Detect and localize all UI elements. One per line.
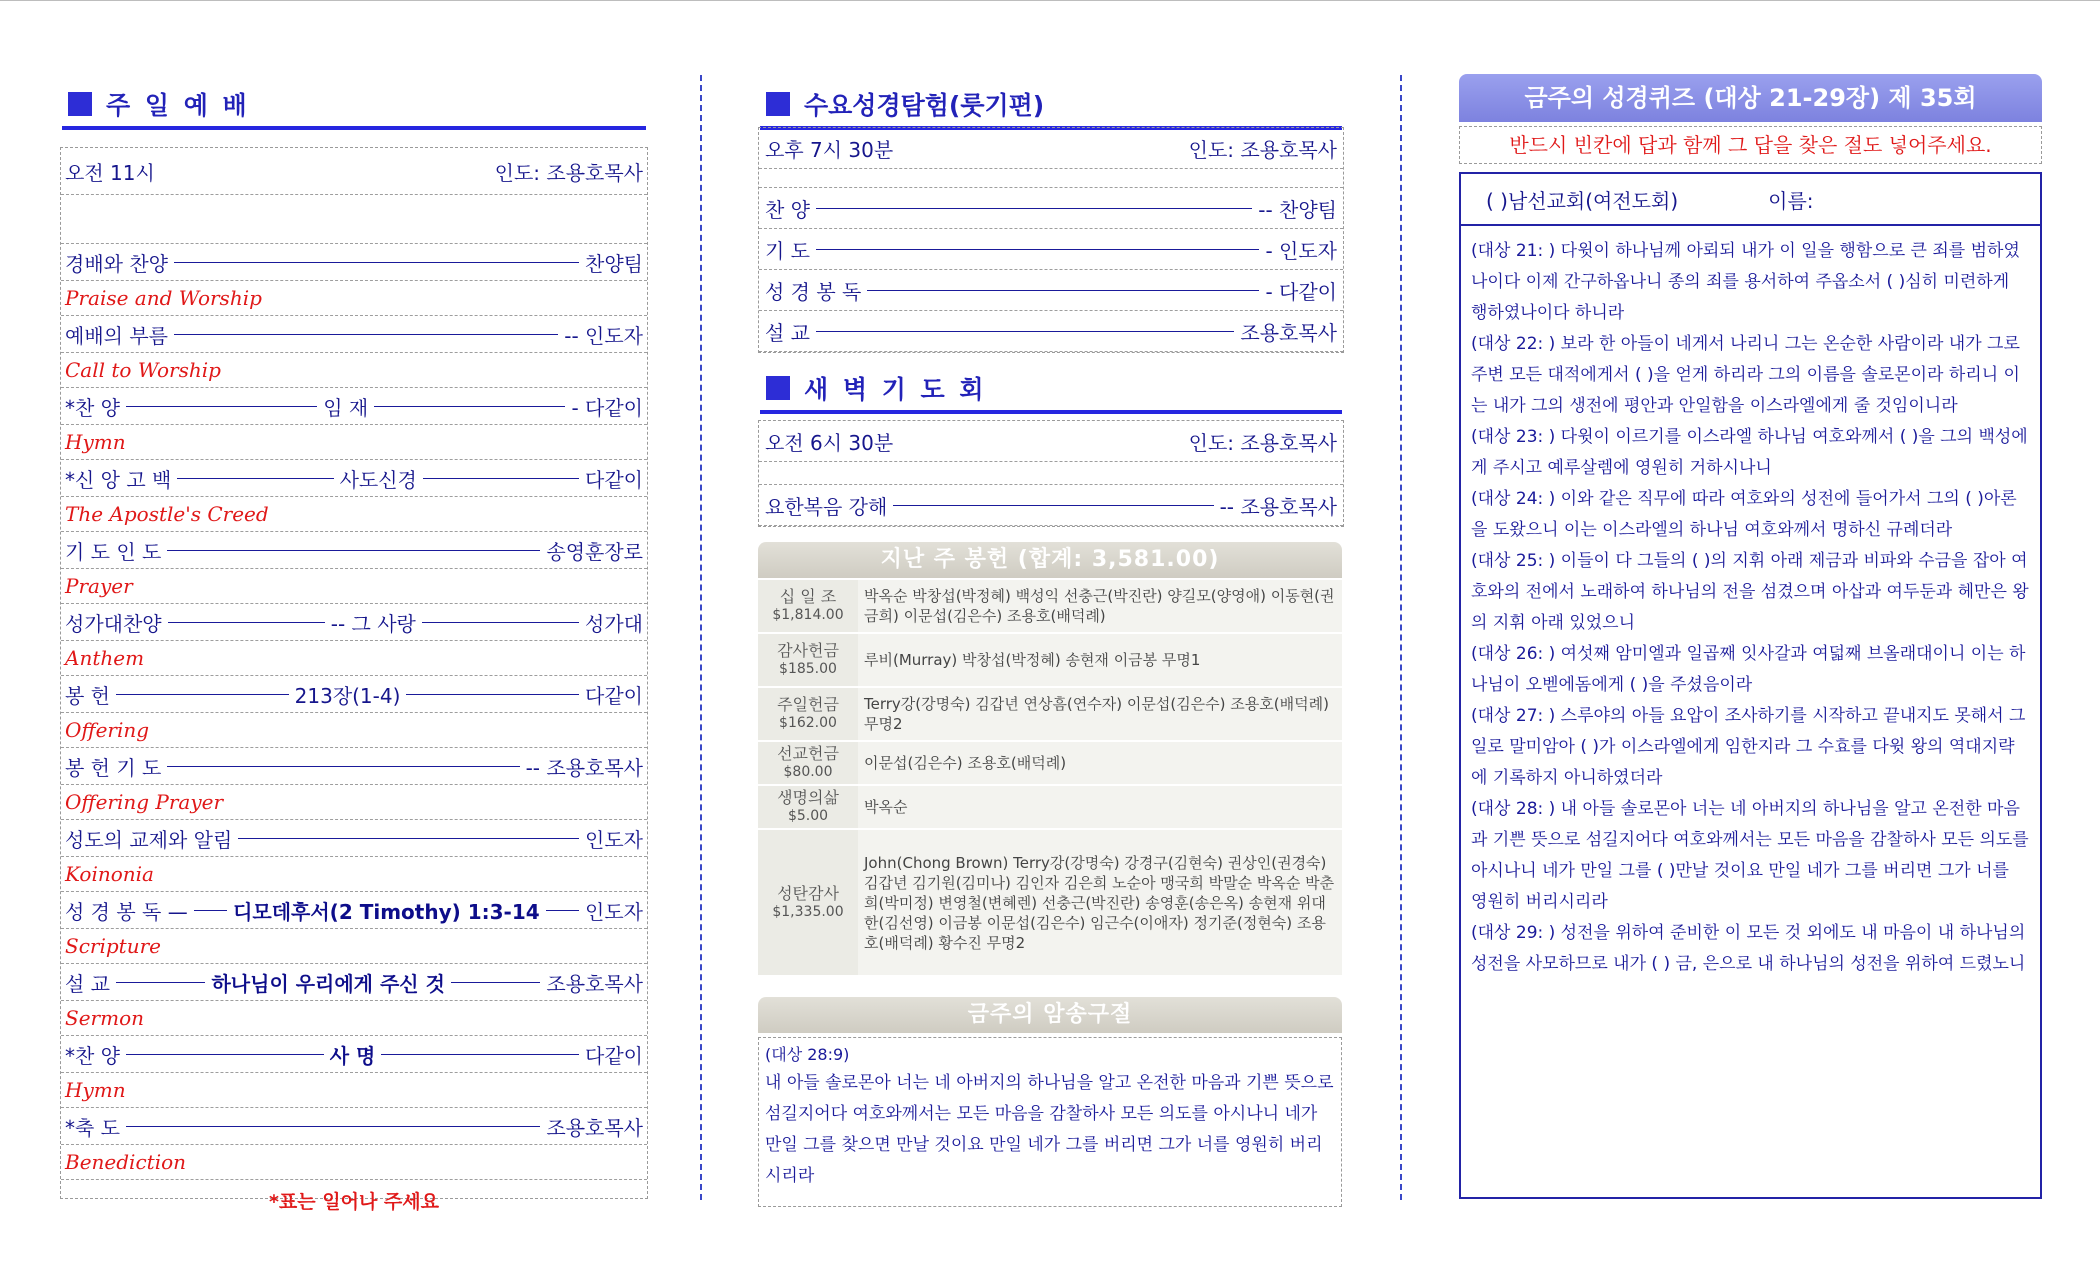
sunday-worship-title: 주 일 예 배 bbox=[106, 91, 250, 120]
dawn-prayer-header bbox=[760, 364, 1342, 414]
quiz-question: (대상 28: ) 내 아들 솔로몬아 너는 네 아버지의 하나님을 알고 온전한 마음과 기쁜 뜻으로 섬길지어다 여호와께서는 모든 마음을 감찰하사 모든 의도를 아시나니 네가 만일 그를 ( )만날 것이요 만일 네가 그를 버리면 그가 너를 영원히 버리시리라 bbox=[1471, 799, 2029, 912]
worship-item-row bbox=[61, 748, 647, 785]
worship-item-row bbox=[61, 1036, 647, 1073]
quiz-question: (대상 21: ) 다윗이 하나님께 아뢰되 내가 이 일을 행함으로 큰 죄를 범하였나이다 이제 간구하옵나니 종의 죄를 용서하여 주옵소서 ( )심히 미련하게 행하였나이다 하니라 bbox=[1471, 241, 2020, 323]
wednesday-header bbox=[760, 80, 1342, 130]
section-square-icon bbox=[68, 92, 92, 116]
leader-line bbox=[126, 1126, 540, 1127]
worship-item-detail: 사도신경 bbox=[339, 467, 417, 492]
worship-item-row bbox=[61, 1108, 647, 1145]
quiz-question: (대상 27: ) 스루야의 아들 요압이 조사하기를 시작하고 끝내지도 못해서 그 일로 말미암아 ( )가 이스라엘에게 임한지라 그 수효를 다윗 왕의 역대지략에 기록하지 아니하였더라 bbox=[1471, 706, 2026, 788]
offering-row bbox=[758, 830, 1342, 977]
quiz-answer-box bbox=[1459, 172, 2042, 1199]
offering-row bbox=[758, 742, 1342, 786]
worship-item-english: The Apostle's Creed bbox=[61, 497, 647, 532]
dawn-prayer-title: 새 벽 기 도 회 bbox=[804, 375, 987, 404]
worship-item-leader: 성가대 bbox=[585, 611, 643, 636]
leader-line bbox=[422, 622, 579, 623]
leader-line bbox=[174, 262, 579, 263]
quiz-question: (대상 29: ) 성전을 위하여 준비한 이 모든 것 외에도 내 마음이 내 하나님의 성전을 사모하므로 내가 ( ) 금, 은으로 내 하나님의 성전을 위하여 드렸노니 bbox=[1471, 923, 2026, 974]
church-group-field[interactable]: ( )남선교회(여전도회) bbox=[1486, 188, 1679, 213]
leader-line bbox=[816, 208, 1252, 209]
worship-item-english: Offering Prayer bbox=[61, 785, 647, 820]
wednesday-item-leader: -- 찬양팀 bbox=[1258, 197, 1337, 222]
worship-item-leader: -- 인도자 bbox=[564, 323, 643, 348]
wednesday-item-row bbox=[759, 311, 1343, 352]
quiz-question: (대상 22: ) 보라 한 아들이 네게서 나리니 그는 온순한 사람이라 내가 그로 주변 모든 대적에게서 ( )을 얻게 하리라 그의 이름을 솔로몬이라 하리니 이는 내가 그의 생전에 평안과 안일함을 이스라엘에게 줄 것임이니라 bbox=[1471, 334, 2020, 416]
worship-item-leader: 인도자 bbox=[585, 899, 644, 924]
leader-line bbox=[174, 334, 558, 335]
worship-item-row bbox=[61, 244, 647, 281]
worship-item-english: Praise and Worship bbox=[61, 281, 647, 316]
quiz-name-row bbox=[1461, 174, 2040, 226]
offering-amount: $1,814.00 bbox=[772, 607, 844, 623]
worship-item-label: 설 교 bbox=[65, 971, 110, 996]
worship-item-label: 봉 헌 bbox=[65, 683, 110, 708]
dawn-leader: 인도: 조용호목사 bbox=[1188, 430, 1337, 455]
worship-item-english: Call to Worship bbox=[61, 353, 647, 388]
worship-item-row bbox=[61, 460, 647, 497]
memory-verse-title: 금주의 암송구절 bbox=[758, 997, 1342, 1033]
wednesday-item-label: 찬 양 bbox=[765, 197, 810, 222]
wednesday-item-row bbox=[759, 188, 1343, 229]
wednesday-time: 오후 7시 30분 bbox=[765, 137, 894, 162]
worship-item-row bbox=[61, 604, 647, 641]
leader-line bbox=[816, 331, 1234, 332]
worship-time: 오전 11시 bbox=[65, 160, 155, 185]
worship-item-row bbox=[61, 892, 647, 929]
offering-amount: $80.00 bbox=[783, 764, 833, 780]
worship-item-english: Scripture bbox=[61, 929, 647, 964]
worship-time-row bbox=[61, 148, 647, 195]
leader-line bbox=[406, 694, 579, 695]
offering-row bbox=[758, 688, 1342, 742]
worship-item-row bbox=[61, 388, 647, 425]
leader-line bbox=[194, 910, 227, 911]
worship-item-detail: 213장(1-4) bbox=[294, 683, 401, 708]
wednesday-leader: 인도: 조용호목사 bbox=[1188, 137, 1337, 162]
offering-category-name: 십 일 조 bbox=[779, 587, 837, 606]
worship-item-english: Sermon bbox=[61, 1001, 647, 1036]
wednesday-item-label: 설 교 bbox=[765, 320, 810, 345]
leader-line bbox=[167, 550, 540, 551]
worship-item-leader: 다같이 bbox=[585, 683, 644, 708]
leader-line bbox=[451, 982, 540, 983]
dawn-time-row bbox=[759, 421, 1343, 462]
worship-item-english: Anthem bbox=[61, 641, 647, 676]
memory-verse-text: 내 아들 솔로몬아 너는 네 아버지의 하나님을 알고 온전한 마음과 기쁜 뜻으로 섬길지어다 여호와께서는 모든 마음을 감찰하사 모든 의도를 아시나니 네가 만일 그를 찾으면 만날 것이요 만일 네가 그를 버리면 그가 너를 영원히 버리시리라 bbox=[765, 1073, 1334, 1186]
worship-item-label: 경배와 찬양 bbox=[65, 251, 168, 276]
worship-item-label: 성 경 봉 독 — bbox=[65, 899, 188, 924]
worship-item-leader: 다같이 bbox=[585, 1043, 644, 1068]
worship-item-english: Koinonia bbox=[61, 857, 647, 892]
worship-item-detail: 임 재 bbox=[323, 395, 369, 420]
wednesday-item-row bbox=[759, 270, 1343, 311]
quiz-question: (대상 24: ) 이와 같은 직무에 따라 여호와의 성전에 들어가서 그의 ( )아론을 도왔으니 이는 이스라엘의 하나님 여호와께서 명하신 규례더라 bbox=[1471, 489, 2017, 540]
leader-line bbox=[116, 694, 289, 695]
dawn-time: 오전 6시 30분 bbox=[765, 430, 894, 455]
worship-item-label: 성가대찬양 bbox=[65, 611, 162, 636]
offering-category bbox=[758, 580, 858, 632]
leader-line bbox=[126, 406, 317, 407]
worship-item-row bbox=[61, 316, 647, 353]
wednesday-time-row bbox=[759, 128, 1343, 169]
worship-item-detail: -- 그 사랑 bbox=[330, 611, 416, 636]
stand-note: *표는 일어나 주세요 bbox=[269, 1190, 439, 1213]
worship-item-english: Offering bbox=[61, 713, 647, 748]
worship-item-label: 봉 헌 기 도 bbox=[65, 755, 162, 780]
worship-item-label: 예배의 부름 bbox=[65, 323, 168, 348]
worship-leader: 인도: 조용호목사 bbox=[494, 160, 643, 185]
offering-category-name: 주일헌금 bbox=[777, 695, 839, 714]
worship-item-leader: 송영훈장로 bbox=[546, 539, 643, 564]
wednesday-order bbox=[758, 127, 1344, 353]
leader-line bbox=[116, 982, 205, 983]
offering-category bbox=[758, 742, 858, 784]
offering-category-name: 선교헌금 bbox=[777, 744, 839, 763]
worship-item-english: Benediction bbox=[61, 1145, 647, 1180]
quiz-question: (대상 23: ) 다윗이 이르기를 이스라엘 하나님 여호와께서 ( )을 그의 백성에게 주시고 예루살렘에 영원히 거하시나니 bbox=[1471, 427, 2028, 478]
offering-category bbox=[758, 786, 858, 828]
leader-line bbox=[893, 505, 1213, 506]
spacer-row bbox=[759, 169, 1343, 188]
name-field[interactable]: 이름: bbox=[1768, 188, 1814, 213]
worship-item-english: Hymn bbox=[61, 1073, 647, 1108]
worship-items bbox=[61, 244, 647, 1180]
column-divider-right bbox=[1400, 75, 1402, 1200]
offering-category bbox=[758, 688, 858, 740]
leader-line bbox=[126, 1054, 324, 1055]
wednesday-title: 수요성경탐험(룻기편) bbox=[804, 91, 1045, 120]
wednesday-item-leader: 조용호목사 bbox=[1240, 320, 1337, 345]
section-square-icon bbox=[766, 376, 790, 400]
wednesday-item-label: 기 도 bbox=[765, 238, 810, 263]
leader-line bbox=[168, 622, 325, 623]
offering-category-name: 감사헌금 bbox=[777, 641, 839, 660]
worship-item-label: *찬 양 bbox=[65, 1043, 120, 1068]
offering-category bbox=[758, 830, 858, 975]
dawn-item-row bbox=[759, 485, 1343, 526]
sunday-worship-header bbox=[62, 80, 646, 130]
offering-category-name: 생명의삶 bbox=[777, 788, 839, 807]
wednesday-item-label: 성 경 봉 독 bbox=[765, 279, 862, 304]
dawn-prayer-order bbox=[758, 420, 1344, 527]
column-divider-left bbox=[700, 75, 702, 1200]
offering-names: 이문섭(김은수) 조용호(배덕례) bbox=[864, 754, 1067, 772]
quiz-title: 금주의 성경퀴즈 (대상 21-29장) 제 35회 bbox=[1459, 74, 2042, 122]
leader-line bbox=[167, 766, 519, 767]
offering-amount: $185.00 bbox=[779, 661, 837, 677]
memory-verse-ref: (대상 28:9) bbox=[765, 1045, 850, 1064]
worship-item-leader: 조용호목사 bbox=[546, 971, 643, 996]
worship-item-leader: 조용호목사 bbox=[546, 1115, 643, 1140]
leader-line bbox=[177, 478, 333, 479]
worship-item-detail: 사 명 bbox=[329, 1043, 376, 1068]
leader-line bbox=[546, 910, 579, 911]
offering-table bbox=[758, 580, 1342, 975]
offering-row bbox=[758, 634, 1342, 688]
quiz-question: (대상 25: ) 이들이 다 그들의 ( )의 지휘 아래 제금과 비파와 수금을 잡아 여호와의 전에서 노래하여 하나님의 전을 섬겼으며 아삽과 여두둔과 헤만은 왕의 지휘 아래 있었으니 bbox=[1471, 551, 2029, 633]
worship-item-label: *찬 양 bbox=[65, 395, 120, 420]
worship-item-label: 성도의 교제와 알림 bbox=[65, 827, 233, 852]
memory-verse bbox=[758, 1037, 1342, 1207]
worship-item-label: *신 앙 고 백 bbox=[65, 467, 172, 492]
quiz-questions bbox=[1461, 226, 2040, 980]
leader-line bbox=[423, 478, 579, 479]
quiz-instruction: 반드시 빈칸에 답과 함께 그 답을 찾은 절도 넣어주세요. bbox=[1459, 126, 2042, 164]
worship-item-leader: - 다같이 bbox=[571, 395, 644, 420]
offering-names: 루비(Murray) 박창섭(박정혜) 송현재 이금봉 무명1 bbox=[864, 651, 1201, 669]
worship-item-label: *축 도 bbox=[65, 1115, 120, 1140]
quiz-question: (대상 26: ) 여섯째 암미엘과 일곱째 잇사갈과 여덟째 브올래대이니 이는 하나님이 오벧에돔에게 ( )을 주셨음이라 bbox=[1471, 644, 2026, 695]
worship-item-row bbox=[61, 964, 647, 1001]
leader-line bbox=[381, 1054, 579, 1055]
offering-amount: $5.00 bbox=[787, 808, 829, 824]
spacer-row bbox=[759, 462, 1343, 485]
offering-amount: $162.00 bbox=[779, 715, 837, 731]
wednesday-item-leader: - 인도자 bbox=[1265, 238, 1337, 263]
worship-item-row bbox=[61, 676, 647, 713]
offering-category bbox=[758, 634, 858, 686]
worship-item-english: Hymn bbox=[61, 425, 647, 460]
offering-row bbox=[758, 580, 1342, 634]
worship-item-label: 기 도 인 도 bbox=[65, 539, 162, 564]
leader-line bbox=[374, 406, 565, 407]
offering-row bbox=[758, 786, 1342, 830]
offering-amount: $1,335.00 bbox=[772, 903, 844, 920]
spacer-row bbox=[61, 195, 647, 244]
worship-item-english: Prayer bbox=[61, 569, 647, 604]
worship-item-detail: 하나님이 우리에게 주신 것 bbox=[211, 971, 445, 996]
top-border bbox=[0, 0, 2100, 1]
worship-item-row bbox=[61, 820, 647, 857]
offering-title: 지난 주 봉헌 (합계: 3,581.00) bbox=[758, 542, 1342, 578]
leader-line bbox=[238, 838, 579, 839]
offering-names: 박옥순 박창섭(박정혜) 백성익 선충근(박진란) 양길모(양영애) 이동현(권금희) 이문섭(김은수) 조용호(배덕례) bbox=[864, 587, 1335, 625]
wednesday-items bbox=[759, 188, 1343, 352]
leader-line bbox=[816, 249, 1259, 250]
sunday-order-of-service bbox=[60, 147, 648, 1213]
worship-item-row bbox=[61, 532, 647, 569]
dawn-item-label: 요한복음 강해 bbox=[765, 494, 888, 519]
worship-item-detail: 디모데후서(2 Timothy) 1:3-14 bbox=[233, 899, 540, 924]
offering-names: 박옥순 bbox=[864, 798, 908, 816]
worship-item-leader: 찬양팀 bbox=[585, 251, 643, 276]
offering-category-name: 성탄감사 bbox=[777, 883, 839, 903]
wednesday-item-row bbox=[759, 229, 1343, 270]
dawn-item-leader: -- 조용호목사 bbox=[1219, 494, 1337, 519]
offering-names: Terry강(강명숙) 김갑년 연상흠(연수자) 이문섭(김은수) 조용호(배덕례) 무명2 bbox=[864, 695, 1329, 733]
offering-names: John(Chong Brown) Terry강(강명숙) 강경구(김현숙) 권상인(권경숙) 김갑년 김기원(김미나) 김인자 김은희 노순아 맹국희 박말순 박옥순 박춘희(박미정) 변영철(변혜렌) 선충근(박진란) 송영훈(송은옥) 송현재 위대한(김선영) 이금봉 이문섭(김은수) 임근수(이애자) 정기준(정현숙) 조용호(배덕례) 황수진 무명2 bbox=[864, 853, 1335, 952]
wednesday-item-leader: - 다같이 bbox=[1265, 279, 1337, 304]
section-square-icon bbox=[766, 92, 790, 116]
worship-item-leader: 인도자 bbox=[585, 827, 643, 852]
leader-line bbox=[867, 290, 1259, 291]
worship-item-leader: -- 조용호목사 bbox=[525, 755, 643, 780]
worship-item-leader: 다같이 bbox=[585, 467, 644, 492]
